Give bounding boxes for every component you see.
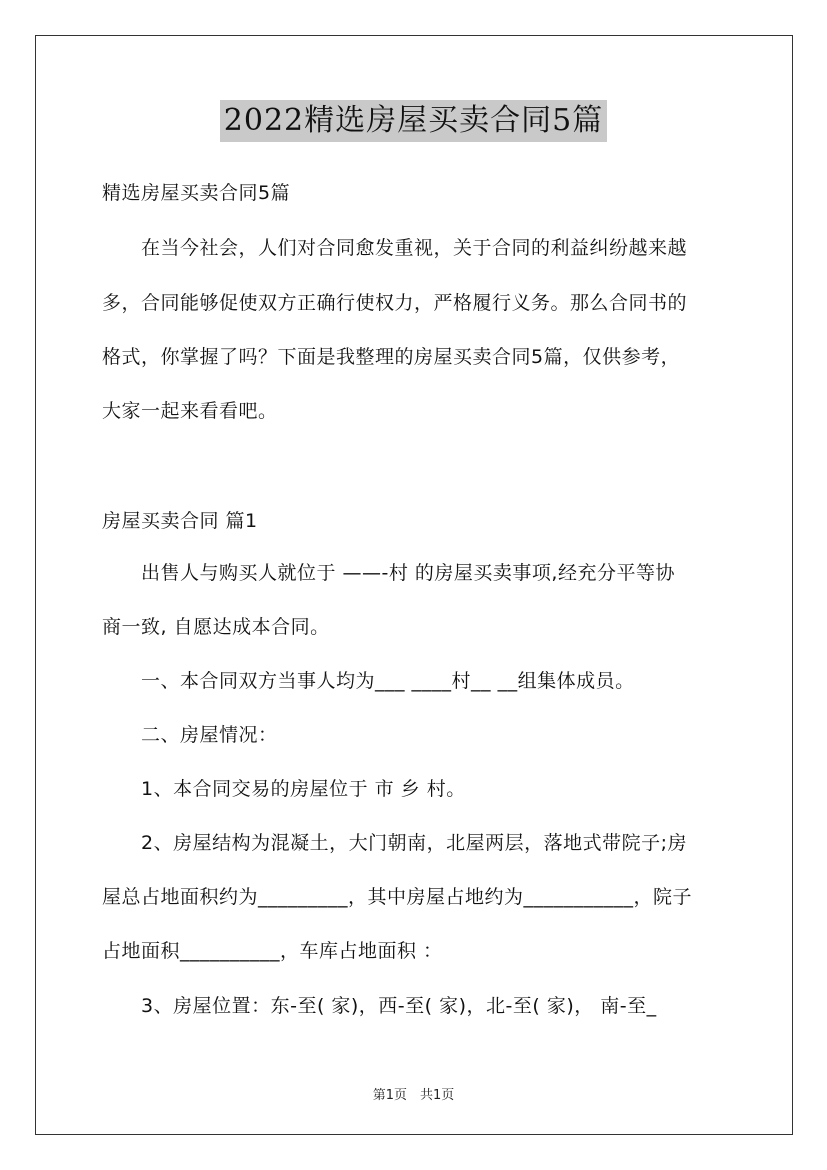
intro-line-4: 大家一起来看看吧。 — [102, 400, 278, 422]
body-line-3: 一、本合同双方当事人均为___ ____村__ __组集体成员。 — [102, 670, 635, 692]
body-line-4: 二、房屋情况： — [102, 724, 278, 746]
subtitle-line: 精选房屋买卖合同5篇 — [102, 182, 291, 204]
section-heading: 房屋买卖合同 篇1 — [102, 510, 258, 532]
body-line-1: 出售人与购买人就位于 ——-村 的房屋买卖事项,经充分平等协 — [102, 562, 675, 584]
body-line-2: 商一致, 自愿达成本合同。 — [102, 616, 330, 638]
intro-line-2: 多，合同能够促使双方正确行使权力，严格履行义务。那么合同书的 — [102, 292, 688, 314]
title-container — [0, 100, 827, 142]
body-line-8: 占地面积__________，车库占地面积 ： — [102, 940, 443, 962]
body-line-6: 2、房屋结构为混凝土，大门朝南，北屋两层，落地式带院子;房 — [102, 832, 687, 854]
intro-line-3: 格式，你掌握了吗？下面是我整理的房屋买卖合同5篇，仅供参考， — [102, 346, 681, 368]
intro-line-1: 在当今社会，人们对合同愈发重视，关于合同的利益纠纷越来越 — [102, 237, 688, 259]
body-line-7: 屋总占地面积约为_________，其中房屋占地约为___________，院子 — [102, 886, 693, 908]
body-line-5: 1、本合同交易的房屋位于 市 乡 村。 — [102, 778, 466, 800]
document-title: 2022精选房屋买卖合同5篇 — [220, 100, 607, 142]
page-footer: 第1页 共1页 — [372, 1088, 455, 1103]
body-line-9: 3、房屋位置：东-至( 家)，西-至( 家)，北-至( 家)， 南-至_ — [102, 995, 657, 1017]
